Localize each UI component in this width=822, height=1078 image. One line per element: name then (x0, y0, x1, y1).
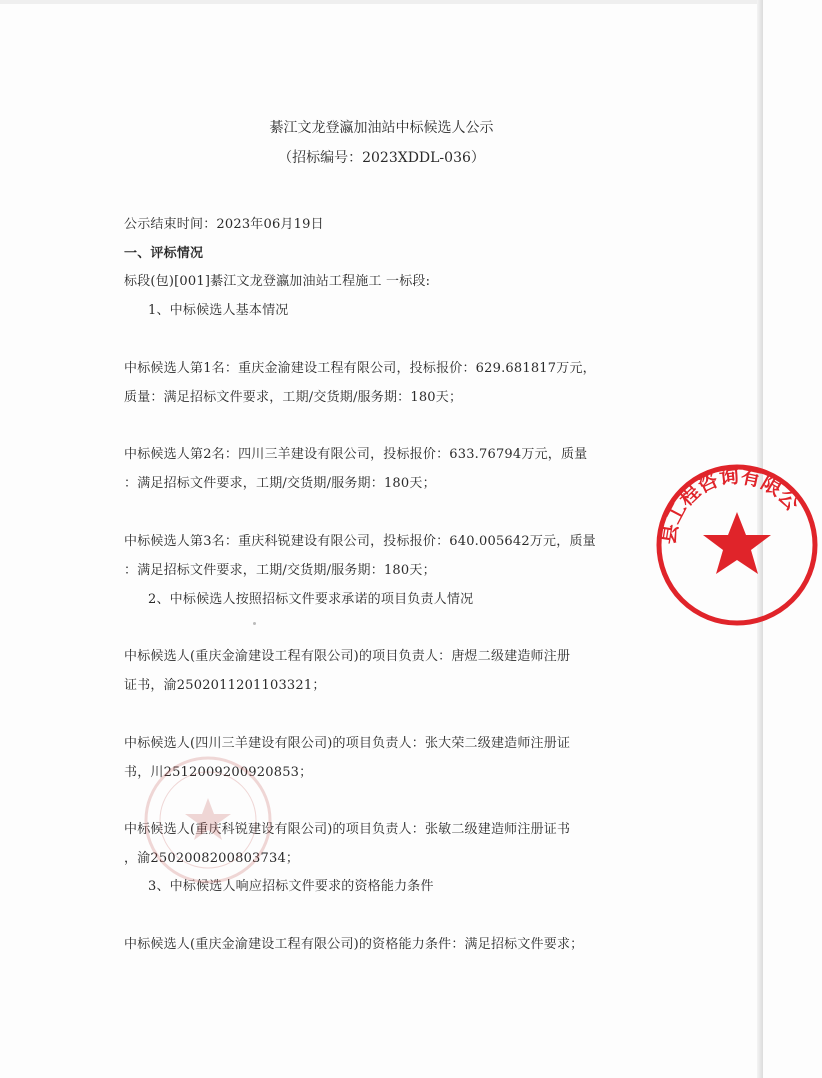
seal-text: 县工程咨询有限公 (655, 463, 805, 546)
pm-2-line-2: 书，川2512009200920853； (124, 765, 313, 780)
candidate-3-line-2: ：满足招标文件要求，工期/交货期/服务期：180天； (124, 563, 436, 578)
announcement-end-time: 公示结束时间：2023年06月19日 (124, 217, 324, 232)
faint-seal-stamp (138, 750, 278, 890)
candidate-2-line-1: 中标候选人第2名：四川三羊建设有限公司，投标报价：633.76794万元，质量 (124, 447, 588, 462)
subsection-qualification: 3、中标候选人响应招标文件要求的资格能力条件 (148, 879, 434, 894)
candidate-3-line-1: 中标候选人第3名：重庆科锐建设有限公司，投标报价：640.005642万元，质量 (124, 534, 596, 549)
bid-segment: 标段(包)[001]綦江文龙登瀛加油站工程施工 一标段: (124, 274, 431, 289)
section-heading-evaluation: 一、评标情况 (124, 246, 204, 261)
candidate-1-line-2: 质量：满足招标文件要求，工期/交货期/服务期：180天； (124, 390, 463, 405)
company-seal-stamp (652, 460, 822, 630)
document-title: 綦江文龙登瀛加油站中标候选人公示 (269, 120, 494, 136)
pm-1-line-2: 证书，渝2502011201103321； (124, 678, 326, 693)
tender-number: （招标编号：2023XDDL-036） (278, 150, 485, 166)
pm-3-line-1: 中标候选人(重庆科锐建设有限公司)的项目负责人：张敏二级建造师注册证书 (124, 822, 571, 837)
scan-edge-top (0, 0, 763, 4)
subsection-candidate-info: 1、中标候选人基本情况 (148, 303, 289, 318)
qualification-1: 中标候选人(重庆金渝建设工程有限公司)的资格能力条件：满足招标文件要求； (124, 937, 584, 952)
subsection-project-manager: 2、中标候选人按照招标文件要求承诺的项目负责人情况 (148, 592, 474, 607)
pm-3-line-2: ，渝2502008200803734； (124, 851, 300, 866)
pm-1-line-1: 中标候选人(重庆金渝建设工程有限公司)的项目负责人：唐煜二级建造师注册 (124, 649, 571, 664)
scan-speck (253, 622, 256, 625)
candidate-1-line-1: 中标候选人第1名：重庆金渝建设工程有限公司，投标报价：629.681817万元， (124, 361, 596, 376)
candidate-2-line-2: ：满足招标文件要求，工期/交货期/服务期：180天； (124, 476, 436, 491)
pm-2-line-1: 中标候选人(四川三羊建设有限公司)的项目负责人：张大荣二级建造师注册证 (124, 736, 571, 751)
